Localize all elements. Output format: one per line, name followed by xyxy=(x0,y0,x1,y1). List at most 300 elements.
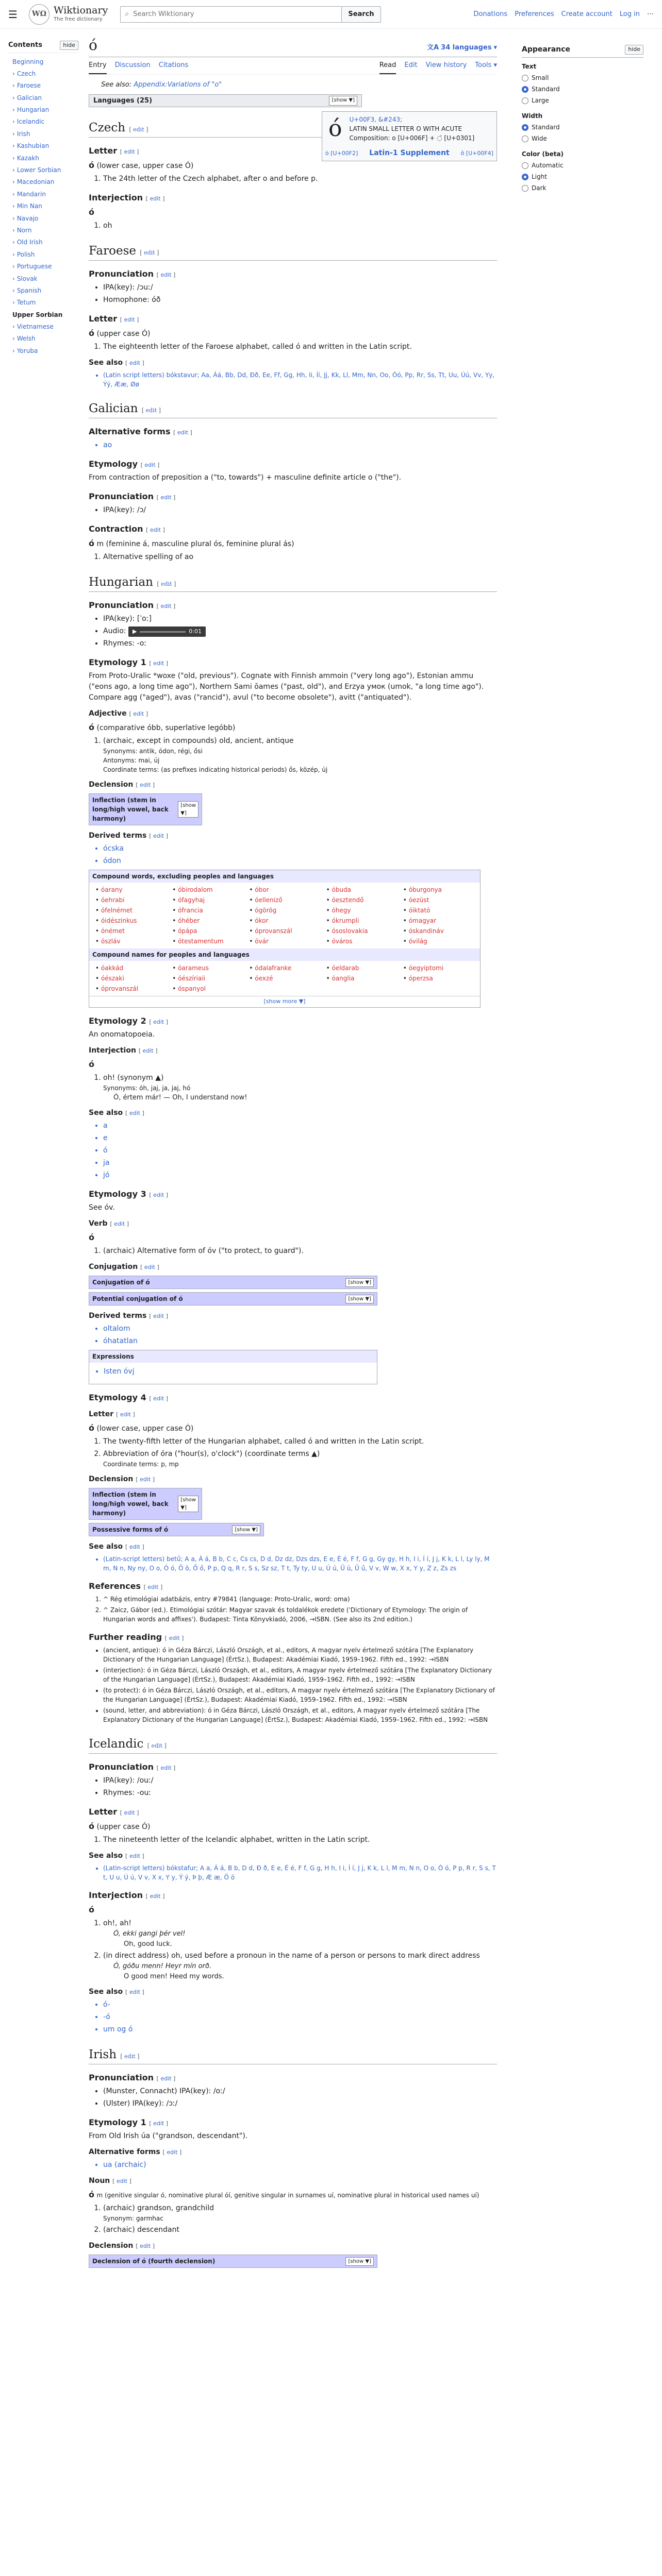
chevron-right-icon: › xyxy=(12,226,15,234)
appearance-panel xyxy=(509,29,643,2271)
see-also-item[interactable]: • jó xyxy=(103,1170,497,1181)
heading-text: Declension xyxy=(89,781,134,789)
user-links xyxy=(473,9,654,20)
toc-item[interactable] xyxy=(8,333,78,345)
edit-link[interactable]: [ edit ] xyxy=(125,360,144,367)
edit-link[interactable]: [ edit ] xyxy=(157,581,176,588)
etymology-text: From Proto-Uralic *woxe ("old, previous"). Cognate with Finnish ammoin ("very long ago"), Estonian ammu ("eons ago, a long time ago"), Northern Sami ōames ("past, old"), and Erzya умок (umok, "a long time ago"). Compare agg ("aged"), avas ("rancid"), avul ("to become obsolete"), avitt ("antiquated"). xyxy=(89,672,484,702)
section-galician xyxy=(89,392,497,566)
audio-row xyxy=(103,626,497,637)
more-options-icon[interactable]: ⋯ xyxy=(647,10,654,18)
heading-text: Letter xyxy=(89,1410,114,1419)
pronunciation-list xyxy=(103,282,497,306)
edit-link[interactable]: [ edit ] xyxy=(125,1853,144,1860)
radio-option[interactable] xyxy=(522,172,643,181)
heading-declension xyxy=(89,2241,497,2251)
compound-term[interactable]: • ónémet xyxy=(95,926,166,936)
toc-item[interactable] xyxy=(8,261,78,273)
edit-link[interactable]: [ edit ] xyxy=(146,527,165,534)
headword-line xyxy=(89,537,497,550)
toc-item[interactable] xyxy=(8,116,78,128)
usage-example: Ó, ekki gangi þér vel! xyxy=(113,1930,186,1938)
toc-item[interactable] xyxy=(8,297,78,309)
heading-text: Etymology 1 xyxy=(89,657,146,668)
chevron-right-icon: › xyxy=(12,239,15,246)
edit-link[interactable]: [ edit ] xyxy=(120,1809,139,1817)
compound-term[interactable]: • óhegy xyxy=(326,905,397,916)
headword: ó xyxy=(89,328,94,338)
appearance-hide-button[interactable]: hide xyxy=(625,45,643,55)
unicode-block[interactable]: Latin-1 Supplement xyxy=(369,149,450,158)
toc-item-label: Galician xyxy=(16,94,42,101)
toc-item-label: Spanish xyxy=(16,286,42,294)
appearance-title: Appearance xyxy=(522,45,570,54)
derived-term[interactable]: • óhatatlan xyxy=(103,1336,497,1347)
toc-list xyxy=(8,56,78,358)
toc-item-label: Beginning xyxy=(12,58,44,65)
edit-link[interactable]: [ edit ] xyxy=(129,126,148,133)
edit-link[interactable]: [ edit ] xyxy=(110,1221,129,1228)
toc-item-label: Tetum xyxy=(16,299,36,307)
alt-form[interactable]: • ua (archaic) xyxy=(103,2160,497,2171)
reading-item: • (ancient, antique): ó in Géza Bárczi, László Országh, et al., editors, A magyar nyelv értelmező szótára [The Explanatory Dictionary of the Hungarian Language] (ÉrtSz.), Budapest: Akadémiai Kiadó, 1959–1962. Fifth ed., 1992: →ISBN xyxy=(103,1646,497,1664)
references-list xyxy=(103,1595,497,1624)
ipa: • (Ulster) IPA(key): /ɔː/ xyxy=(103,2098,497,2109)
heading-etymology-1 xyxy=(89,2116,497,2129)
edit-link[interactable]: [ edit ] xyxy=(156,494,176,501)
edit-link[interactable]: [ edit ] xyxy=(143,1584,163,1591)
edit-link[interactable]: [ edit ] xyxy=(145,195,165,202)
headword-note: (comparative óbb, superlative legóbb) xyxy=(96,724,236,733)
heading-hungarian xyxy=(89,575,497,592)
see-also-item[interactable]: • ó xyxy=(103,1145,497,1156)
compound-term[interactable]: • óbuda xyxy=(326,885,397,895)
toc-item[interactable] xyxy=(8,164,78,176)
compound-term[interactable]: • óanglia xyxy=(326,973,397,984)
compound-term[interactable]: • óegyiptomi xyxy=(403,963,474,973)
definition: 1. Alternative spelling of ao xyxy=(103,552,497,563)
text-size-group xyxy=(522,62,643,105)
edit-link[interactable]: [ edit ] xyxy=(125,1544,144,1551)
compound-term[interactable]: • ótestamentum xyxy=(172,936,243,946)
etymology-text: From Old Irish úa ("grandson, descendant"). xyxy=(89,2132,248,2141)
toc-item-label: Macedonian xyxy=(16,178,55,186)
heading-text: Faroese xyxy=(89,244,136,258)
compound-term[interactable]: • óbor xyxy=(249,885,320,895)
reading-item: • (to protect): ó in Géza Bárczi, László Országh, et al., editors, A magyar nyelv értelmező szótára [The Explanatory Dictionary of the Hungarian Language] (ÉrtSz.), Budapest: Akadémiai Kiadó, 1959–1962. Fifth ed., 1992: →ISBN xyxy=(103,1686,497,1704)
radio-option[interactable] xyxy=(522,84,643,94)
audio-label: Audio: xyxy=(103,626,126,635)
letters-list[interactable]: • (Latin-script letters) bókstafur; A a, Á á, B b, D d, Ð ð, E e, É é, F f, G g, H h, I i, Í í, J j, K k, L l, M m, N n, O o, Ó ó, P p, R r, S s, T t, U u, Ú ú, V v, X x, Y y, Ý ý, Þ þ, Æ æ, Ö ö xyxy=(103,1863,497,1882)
heading-text: Galician xyxy=(89,402,138,416)
heading-text: Pronunciation xyxy=(89,600,154,610)
radio-icon xyxy=(522,124,528,131)
toc-item[interactable] xyxy=(8,128,78,140)
toc-item[interactable] xyxy=(8,249,78,261)
heading-etymology xyxy=(89,458,497,470)
chevron-right-icon: › xyxy=(12,82,15,90)
headword-line xyxy=(89,206,497,218)
heading-text: Pronunciation xyxy=(89,492,154,502)
heading-declension xyxy=(89,1474,497,1485)
definitions xyxy=(103,736,497,774)
languages-button[interactable] xyxy=(427,43,497,55)
toc-item-label: Slovak xyxy=(16,275,38,282)
edit-link[interactable]: [ edit ] xyxy=(120,316,139,324)
compound-term[interactable]: • óvilág xyxy=(403,936,474,946)
compound-term[interactable]: • óprovanszál xyxy=(95,984,166,994)
compound-term[interactable]: • óburgonya xyxy=(403,885,474,895)
heading-further-reading xyxy=(89,1631,497,1643)
heading-etymology-2 xyxy=(89,1015,497,1027)
definition xyxy=(103,2203,497,2223)
tab-citations[interactable]: Citations xyxy=(158,61,189,69)
synonyms: Synonyms: antik, ódon, régi, ősi xyxy=(103,748,203,755)
antonyms: Antonyms: mai, új xyxy=(103,757,160,765)
etymology-text: An onomatopoeia. xyxy=(89,1030,155,1039)
languages-show-button[interactable]: [show ▼] xyxy=(329,96,357,106)
show-button[interactable]: [show ▼] xyxy=(178,801,198,818)
edit-link[interactable]: [ edit ] xyxy=(116,1411,135,1418)
compound-term[interactable]: • óészaki xyxy=(95,973,166,984)
compound-term[interactable]: • óidészinkus xyxy=(95,916,166,926)
edit-link[interactable]: [ edit ] xyxy=(173,429,192,436)
heading-text: Pronunciation xyxy=(89,2073,154,2083)
edit-link[interactable]: [ edit ] xyxy=(141,407,161,414)
see-also-item[interactable]: • ja xyxy=(103,1158,497,1168)
radio-option[interactable] xyxy=(522,123,643,132)
edit-link[interactable]: [ edit ] xyxy=(136,2243,155,2250)
unicode-code[interactable]: U+00F3, &#243; xyxy=(349,116,403,124)
edit-link[interactable]: [ edit ] xyxy=(156,602,176,609)
edit-link[interactable]: [ edit ] xyxy=(149,1313,168,1320)
edit-link[interactable]: [ edit ] xyxy=(125,1989,144,1996)
compound-term[interactable]: • ógörög xyxy=(249,905,320,916)
compound-term[interactable]: • ófagyhaj xyxy=(172,895,243,905)
compound-term[interactable]: • ósoslovakia xyxy=(326,926,397,936)
compound-term[interactable]: • ókor xyxy=(249,916,320,926)
toc-item[interactable] xyxy=(8,321,78,333)
toc-item[interactable] xyxy=(8,225,78,236)
toc-item[interactable] xyxy=(8,200,78,212)
heading-irish xyxy=(89,2047,497,2064)
heading-faroese xyxy=(89,244,497,261)
toc-item[interactable] xyxy=(8,189,78,200)
edit-link[interactable]: [ edit ] xyxy=(149,660,169,667)
heading-pronunciation xyxy=(89,2072,497,2084)
definition: 1. The nineteenth letter of the Icelandic alphabet, written in the Latin script. xyxy=(103,1835,497,1845)
edit-link[interactable]: [ edit ] xyxy=(149,833,168,840)
appearance-header xyxy=(522,44,643,58)
chevron-right-icon: › xyxy=(12,286,15,294)
tab-edit[interactable]: Edit xyxy=(404,61,418,69)
toc-item-label: Hungarian xyxy=(16,106,49,114)
create-account-link[interactable]: Create account xyxy=(561,10,613,18)
compound-term[interactable]: • óarameus xyxy=(172,963,243,973)
derived-term[interactable]: • ódon xyxy=(103,856,497,867)
box-title: Compound words, excluding peoples and languages xyxy=(92,873,274,880)
toc-item[interactable] xyxy=(8,104,78,116)
toc-item-label: Old Irish xyxy=(16,239,43,246)
tab-tools[interactable]: Tools ▾ xyxy=(475,61,497,69)
compound-term[interactable]: • óarany xyxy=(95,885,166,895)
heading-text: References xyxy=(89,1581,141,1591)
see-also-item[interactable]: • um og ó xyxy=(103,2024,497,2035)
edit-link[interactable]: [ edit ] xyxy=(112,2178,131,2185)
box-title: Conjugation of ó xyxy=(92,1279,150,1286)
compound-term[interactable]: • óbirodalom xyxy=(172,885,243,895)
definition xyxy=(103,1073,497,1103)
compound-term[interactable]: • ómagyar xyxy=(403,916,474,926)
chevron-down-icon: ▾ xyxy=(493,43,497,52)
compound-term[interactable]: • ószláv xyxy=(95,936,166,946)
edit-link[interactable]: [ edit ] xyxy=(149,1192,169,1199)
edit-link[interactable]: [ edit ] xyxy=(140,249,159,257)
see-also-list xyxy=(103,1999,497,2035)
compound-term[interactable]: • óezüst xyxy=(403,895,474,905)
heading-interjection xyxy=(89,1045,497,1056)
reference: 2. ^ Zaicz, Gábor (ed.). Etimológiai szótár: Magyar szavak és toldalékok eredete ('Dictionary of Etymology: The origin of Hungarian words and affixes'). Budapest: Tinta Könyvkiadó, 2006, →ISBN. (See also its 2nd edition.) xyxy=(103,1605,497,1624)
heading-conjugation xyxy=(89,1262,497,1273)
inflection-box xyxy=(89,1488,202,1520)
heading-text: Letter xyxy=(89,1807,118,1817)
definitions xyxy=(103,2203,497,2235)
chevron-right-icon: › xyxy=(12,118,15,126)
chevron-right-icon: › xyxy=(12,263,15,270)
radio-option[interactable] xyxy=(522,183,643,193)
expressions-box xyxy=(89,1350,377,1384)
compound-term[interactable]: • ófrancia xyxy=(172,905,243,916)
derived-term[interactable]: • oltalom xyxy=(103,1324,497,1334)
heading-text: Etymology 2 xyxy=(89,1015,146,1026)
toc-item[interactable] xyxy=(8,176,78,188)
tab-entry[interactable]: Entry xyxy=(89,57,107,75)
derived-term[interactable]: • ócska xyxy=(103,843,497,854)
see-also-item[interactable]: • ó- xyxy=(103,1999,497,2010)
letters-list[interactable]: • (Latin script letters) bókstavur; Aa, Áá, Bb, Dd, Ðð, Ee, Ff, Gg, Hh, Ii, Íí, Jj, Kk, Ll, Mm, Nn, Oo, Óó, Pp, Rr, Ss, Tt, Uu, Úú, Vv, Yy, Ýý, Ææ, Øø xyxy=(103,370,497,389)
audio-player[interactable] xyxy=(128,626,206,637)
edit-link[interactable]: [ edit ] xyxy=(120,148,139,156)
toc-hide-button[interactable]: hide xyxy=(60,41,78,50)
compound-term[interactable]: • óelleniző xyxy=(249,895,320,905)
heading-text: Derived terms xyxy=(89,1312,147,1320)
heading-text: Etymology xyxy=(89,459,138,469)
definition xyxy=(103,1918,497,1949)
search-input[interactable] xyxy=(133,10,337,18)
definition: 1. (archaic) Alternative form of óv ("to protect, to guard"). xyxy=(103,1246,497,1257)
chevron-right-icon: › xyxy=(12,323,15,331)
edit-link[interactable]: [ edit ] xyxy=(156,272,176,279)
edit-link[interactable]: [ edit ] xyxy=(125,1110,144,1117)
search-icon: ⌕ xyxy=(125,10,129,18)
hatnote-link[interactable]: Appendix:Variations of "o" xyxy=(134,81,222,89)
show-button[interactable]: [show ▼] xyxy=(178,1496,198,1512)
compound-term[interactable]: • óehrabi xyxy=(95,895,166,905)
coordinate-terms: Coordinate terms: (as prefixes indicating historical periods) ős, közép, új xyxy=(103,766,328,774)
edit-link[interactable]: [ edit ] xyxy=(156,1765,176,1772)
toc-item[interactable] xyxy=(8,68,78,80)
compound-term[interactable]: • óesztendő xyxy=(326,895,397,905)
compound-term[interactable]: • óakkád xyxy=(95,963,166,973)
heading-text: See also xyxy=(89,359,123,367)
show-button[interactable]: [show ▼] xyxy=(345,2257,374,2266)
radio-label: Large xyxy=(532,97,549,104)
section-hungarian xyxy=(89,566,497,1727)
heading-references xyxy=(89,1580,497,1592)
heading-see-also xyxy=(89,1987,497,1997)
see-also-item[interactable]: • e xyxy=(103,1133,497,1144)
chevron-right-icon: › xyxy=(12,166,15,174)
heading-noun xyxy=(89,2176,497,2187)
heading-contraction xyxy=(89,523,497,535)
headword-note: (lower case, upper case Ó) xyxy=(96,162,194,171)
compound-term[interactable]: • óiktató xyxy=(403,905,474,916)
edit-link[interactable]: [ edit ] xyxy=(149,1018,169,1025)
preferences-link[interactable]: Preferences xyxy=(515,10,554,18)
compound-term[interactable]: • ófelnémet xyxy=(95,905,166,916)
radio-label: Automatic xyxy=(532,162,564,169)
compound-term[interactable]: • ópápa xyxy=(172,926,243,936)
radio-option[interactable] xyxy=(522,96,643,105)
toc-item[interactable] xyxy=(8,56,78,68)
radio-label: Dark xyxy=(532,184,547,192)
toc-item[interactable] xyxy=(8,92,78,104)
toc-item[interactable] xyxy=(8,80,78,92)
heading-see-also xyxy=(89,1851,497,1861)
tab-discussion[interactable]: Discussion xyxy=(114,61,151,69)
edit-link[interactable]: [ edit ] xyxy=(164,1635,184,1642)
headword-line xyxy=(89,1058,497,1071)
tab-view-history[interactable]: View history xyxy=(425,61,467,69)
heading-adjective xyxy=(89,708,497,719)
headword-line xyxy=(89,721,497,734)
edit-link[interactable]: [ edit ] xyxy=(129,710,148,718)
radio-label: Small xyxy=(532,74,549,81)
compound-term[interactable]: • óprovanszál xyxy=(249,926,320,936)
log-in-link[interactable]: Log in xyxy=(619,10,640,18)
heading-text: Pronunciation xyxy=(89,269,154,279)
synonyms: Synonyms: óh, jaj, ja, jaj, hó xyxy=(103,1084,191,1092)
menu-icon[interactable]: ☰ xyxy=(8,8,18,21)
headword-line xyxy=(89,1820,497,1833)
edit-link[interactable]: [ edit ] xyxy=(140,462,160,469)
toc-item[interactable] xyxy=(8,345,78,357)
toc-item[interactable] xyxy=(8,152,78,164)
ipa: • IPA(key): [ˈoː] xyxy=(103,614,497,624)
see-also-item[interactable]: • -ó xyxy=(103,2012,497,2023)
synonyms: Synonym: garmhac xyxy=(103,2215,163,2223)
see-also-item[interactable]: • a xyxy=(103,1121,497,1131)
heading-pronunciation xyxy=(89,599,497,612)
edit-link[interactable]: [ edit ] xyxy=(136,1476,155,1483)
search-box xyxy=(120,6,342,23)
radio-option[interactable] xyxy=(522,73,643,82)
chevron-right-icon: › xyxy=(12,299,15,307)
definitions xyxy=(103,174,497,184)
unicode-prev-link[interactable]: ò [U+00F2] xyxy=(325,149,358,157)
pronunciation-list xyxy=(103,2086,497,2109)
show-button[interactable]: [show ▼] xyxy=(345,1278,374,1287)
radio-option[interactable] xyxy=(522,134,643,143)
unicode-name: LATIN SMALL LETTER O WITH ACUTE xyxy=(349,125,462,133)
definition xyxy=(103,736,497,774)
tab-read[interactable]: Read xyxy=(379,57,396,75)
chevron-right-icon: › xyxy=(12,142,15,150)
homophone: • Homophone: óð xyxy=(103,295,497,306)
compound-term[interactable]: • óeldarab xyxy=(326,963,397,973)
compound-term[interactable]: • óperzsa xyxy=(403,973,474,984)
letters-list[interactable]: • (Latin-script letters) betű; A a, Á á, B b, C c, Cs cs, D d, Dz dz, Dzs dzs, E e, É é, F f, G g, Gy gy, H h, I i, Í í, J j, K k, L l, Ly ly, M m, N n, Ny ny, O o, Ó ó, Ö ö, Ő ő, P p, Q q, R r, S s, Sz sz, T t, Ty ty, U u, Ú ú, Ü ü, Ű ű, V v, W w, X x, Y y, Z z, Zs zs xyxy=(103,1554,497,1573)
compound-term[interactable]: • óváros xyxy=(326,936,397,946)
toc-item[interactable] xyxy=(8,140,78,152)
ipa: • IPA(key): /ɔ/ xyxy=(103,505,497,516)
site-logo[interactable] xyxy=(29,4,108,25)
headword-line xyxy=(89,1904,497,1916)
search-button[interactable]: Search xyxy=(342,6,380,23)
radio-option[interactable] xyxy=(522,161,643,170)
radio-label: Standard xyxy=(532,86,560,93)
heading-text: See also xyxy=(89,1852,123,1860)
box-title: Possessive forms of ó xyxy=(92,1526,169,1534)
toc-item[interactable] xyxy=(8,285,78,297)
compound-term[interactable]: • óexzé xyxy=(249,973,320,984)
see-also-list xyxy=(103,1863,497,1882)
edit-link[interactable]: [ edit ] xyxy=(149,1395,169,1402)
donations-link[interactable]: Donations xyxy=(473,10,508,18)
show-more-button[interactable]: [show more ▼] xyxy=(89,996,480,1007)
edit-link[interactable]: [ edit ] xyxy=(156,2075,176,2082)
expression[interactable]: • Isten óvj xyxy=(104,1366,377,1377)
heading-text: See also xyxy=(89,1543,123,1551)
edit-link[interactable]: [ edit ] xyxy=(149,2120,169,2127)
toc-item[interactable] xyxy=(8,213,78,225)
compound-term[interactable]: • óvár xyxy=(249,936,320,946)
toc-item-label: Vietnamese xyxy=(16,323,54,331)
toc-item-label: Min Nan xyxy=(16,202,42,210)
heading-alternative-forms xyxy=(89,426,497,438)
alt-form[interactable]: • ao xyxy=(103,440,497,451)
toc-item[interactable] xyxy=(8,236,78,248)
play-icon[interactable]: ▶ xyxy=(132,628,137,635)
heading-alternative-forms xyxy=(89,2147,497,2158)
edit-link[interactable]: [ edit ] xyxy=(138,1047,158,1054)
show-button[interactable]: [show ▼] xyxy=(345,1295,374,1303)
edit-link[interactable]: [ edit ] xyxy=(162,2149,182,2156)
compound-term[interactable]: • óészíriaii xyxy=(172,973,243,984)
edit-link[interactable]: [ edit ] xyxy=(145,1893,165,1900)
compound-term[interactable]: • ódalafranke xyxy=(249,963,320,973)
compound-term[interactable]: • óhéber xyxy=(172,916,243,926)
unicode-next-link[interactable]: ô [U+00F4] xyxy=(460,149,493,157)
toc-item[interactable] xyxy=(8,273,78,285)
toc-header xyxy=(8,40,78,53)
headword-note: (upper case Ó) xyxy=(96,1823,151,1832)
headword: ó xyxy=(89,160,94,171)
compound-term[interactable]: • óskandináv xyxy=(403,926,474,936)
derived-list xyxy=(103,1324,497,1347)
edit-link[interactable]: [ edit ] xyxy=(136,782,155,789)
edit-link[interactable]: [ edit ] xyxy=(140,1264,159,1271)
edit-link[interactable]: [ edit ] xyxy=(147,1742,167,1750)
compound-term[interactable]: • ókrumpli xyxy=(326,916,397,926)
edit-link[interactable]: [ edit ] xyxy=(120,2053,140,2060)
compound-term[interactable]: • óspanyol xyxy=(172,984,243,994)
heading-text: Declension xyxy=(89,2242,134,2250)
show-button[interactable]: [show ▼] xyxy=(232,1526,260,1534)
toc-item[interactable] xyxy=(8,309,78,321)
chevron-right-icon: › xyxy=(12,190,15,198)
pronunciation-list xyxy=(103,505,497,516)
